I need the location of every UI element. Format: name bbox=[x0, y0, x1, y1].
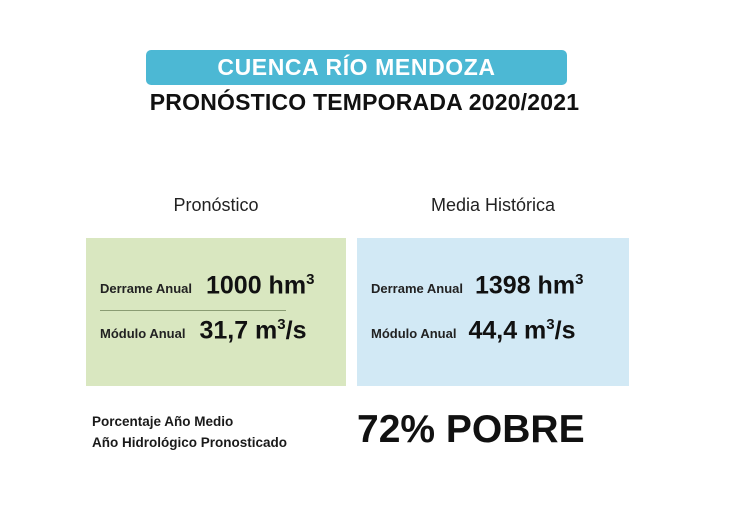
footer-note-line1: Porcentaje Año Medio bbox=[92, 414, 234, 429]
historic-annual-module-label: Módulo Anual bbox=[371, 326, 457, 342]
forecast-annual-discharge-value bbox=[206, 271, 314, 300]
historic-annual-discharge-value bbox=[475, 271, 583, 300]
footer-note-line2: Año Hidrológico Pronosticado bbox=[92, 434, 287, 450]
forecast-annual-module-value bbox=[199, 316, 306, 345]
historic-annual-discharge-exponent: 3 bbox=[575, 271, 584, 288]
footer-note bbox=[92, 412, 342, 454]
historic-annual-module-row bbox=[371, 316, 615, 345]
forecast-annual-module-row bbox=[100, 316, 332, 345]
forecast-panel-divider bbox=[100, 310, 286, 311]
historic-column-heading: Media Histórica bbox=[430, 195, 556, 215]
historic-annual-module-value bbox=[468, 316, 575, 345]
historic-annual-discharge-number: 1398 hm bbox=[475, 271, 576, 300]
forecast-annual-module-exponent: 3 bbox=[277, 316, 286, 333]
forecast-annual-discharge-exponent: 3 bbox=[306, 271, 315, 288]
footer-result: 72% POBRE bbox=[357, 408, 585, 451]
historic-panel bbox=[357, 238, 629, 386]
header-banner bbox=[146, 50, 567, 85]
forecast-annual-module-number: 31,7 m bbox=[199, 316, 278, 345]
forecast-panel bbox=[86, 238, 346, 386]
forecast-annual-discharge-row bbox=[100, 271, 332, 300]
historic-annual-module-exponent: 3 bbox=[546, 316, 555, 333]
page-subtitle: PRONÓSTICO TEMPORADA 2020/2021 bbox=[149, 89, 580, 115]
historic-annual-module-number: 44,4 m bbox=[468, 316, 547, 345]
forecast-annual-module-unit: /s bbox=[285, 316, 307, 345]
forecast-annual-discharge-number: 1000 hm bbox=[206, 271, 307, 300]
historic-annual-discharge-label: Derrame Anual bbox=[371, 281, 463, 297]
historic-annual-module-unit: /s bbox=[554, 316, 576, 345]
historic-annual-discharge-row bbox=[371, 271, 615, 300]
forecast-column-heading: Pronóstico bbox=[173, 195, 259, 215]
header-banner-title: CUENCA RÍO MENDOZA bbox=[217, 54, 496, 80]
forecast-annual-discharge-label: Derrame Anual bbox=[100, 281, 192, 297]
forecast-annual-module-label: Módulo Anual bbox=[100, 326, 186, 342]
